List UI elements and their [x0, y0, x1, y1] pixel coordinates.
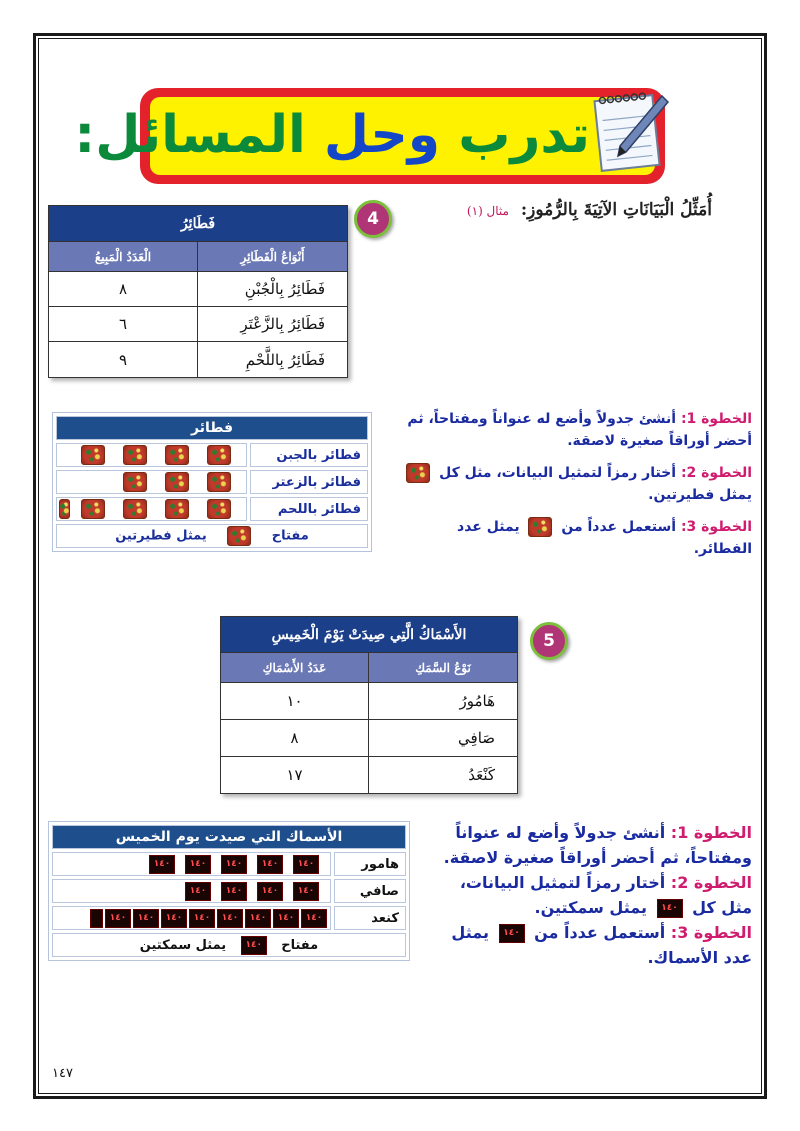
table-cell-name: هَامُورُ	[369, 683, 518, 720]
step-1	[440, 820, 752, 870]
pizza-icon	[165, 499, 189, 519]
pies-pictograph	[52, 412, 372, 552]
table-header: عَدَدُ الأَسْمَاكِ	[221, 653, 369, 683]
example-label: مثال (١)	[466, 204, 509, 218]
table-cell-name: صَافِي	[369, 720, 518, 757]
step-text: يمثل فطيرتين.	[648, 487, 752, 503]
pizza-icon	[227, 526, 251, 546]
step-label: الخطوة 2:	[680, 465, 752, 481]
fish-symbol-icon: ١٤٠	[105, 909, 131, 928]
table-header: أَنْوَاعُ الْفَطَائِرِ	[198, 242, 348, 272]
fish-symbol-icon: ١٤٠	[245, 909, 271, 928]
title-word-2: وحل	[323, 105, 441, 165]
table-cell-count: ١٠	[221, 683, 369, 720]
pizza-icon	[123, 499, 147, 519]
pictograph-key	[52, 933, 406, 957]
step-text: يمثل سمكتين.	[534, 898, 647, 917]
key-text: يمثل سمكتين	[139, 937, 227, 953]
pictograph-row	[52, 906, 406, 930]
notepad-pencil-icon	[592, 90, 670, 174]
pizza-icon	[165, 445, 189, 465]
fish-symbol-icon: ١٤٠	[241, 936, 267, 955]
step-2	[400, 462, 752, 506]
step-text: أستعمل عدداً من	[561, 519, 677, 535]
table-title: فَطَائِرُ	[49, 206, 348, 242]
steps-example-4	[400, 408, 752, 570]
pictograph-key-row	[52, 933, 406, 957]
example-heading-text: أُمَثِّلُ الْبَيَانَاتِ الآتِيَةَ بِالرُّمُوزِ:	[520, 200, 712, 220]
fish-symbol-icon: ١٤٠	[293, 882, 319, 901]
step-label: الخطوة 2:	[670, 873, 752, 892]
pictograph-row-label: صافي	[334, 879, 406, 903]
fish-symbol-icon: ١٤٠	[133, 909, 159, 928]
table-cell-count: ٩	[49, 342, 198, 378]
table-cell-count: ١٧	[221, 757, 369, 794]
page-title	[74, 97, 590, 175]
title-word-3: المسائل:	[74, 105, 306, 165]
fish-symbol-icon: ١٤٠	[301, 909, 327, 928]
table-header: نَوْعُ السَّمَكِ	[369, 653, 518, 683]
table-row	[221, 720, 518, 757]
pictograph-symbols	[52, 906, 331, 930]
pizza-icon	[528, 517, 552, 537]
pictograph-row	[52, 852, 406, 876]
pictograph-symbols	[52, 852, 331, 876]
fish-symbol-icon: ١٤٠	[161, 909, 187, 928]
page-number: ١٤٧	[52, 1066, 73, 1081]
pictograph-row-label: هامور	[334, 852, 406, 876]
pizza-icon	[165, 472, 189, 492]
fish-symbol-icon: ١٤٠	[657, 899, 683, 918]
fish-symbol-icon: ١٤٠	[189, 909, 215, 928]
title-word-1: تدرب	[458, 105, 590, 165]
step-1	[400, 408, 752, 452]
step-text: أنشئ جدولاً وأضع له عنواناً ومفتاحاً، ثم أحضر أوراقاً صغيرة لاصقة.	[443, 823, 752, 867]
step-label: الخطوة 3:	[670, 923, 752, 942]
key-label: مفتاح	[271, 528, 309, 544]
pictograph-symbols	[56, 470, 247, 494]
pictograph-row	[52, 879, 406, 903]
pizza-icon	[123, 472, 147, 492]
step-3	[400, 516, 752, 560]
pizza-icon	[406, 463, 430, 483]
fish-symbol-icon: ١٤٠	[273, 909, 299, 928]
pictograph-row-label: فطائر بالزعتر	[250, 470, 368, 494]
step-3	[440, 920, 752, 970]
step-text: يمثل عدد الفطائر.	[457, 519, 752, 557]
step-text: أنشئ جدولاً وأضع له عنواناً ومفتاحاً، ثم أحضر أوراقاً صغيرة لاصقة.	[407, 411, 752, 449]
step-text: أختار رمزاً لتمثيل البيانات، مثل كل	[459, 873, 752, 917]
pizza-icon	[207, 499, 231, 519]
step-2	[440, 870, 752, 920]
step-text: أختار رمزاً لتمثيل البيانات، مثل كل	[439, 465, 677, 481]
pies-data-table	[48, 205, 348, 378]
pizza-icon	[81, 445, 105, 465]
pictograph-title: الأسماك التي صيدت يوم الخميس	[52, 825, 406, 849]
table-cell-count: ٨	[221, 720, 369, 757]
table-row	[49, 342, 348, 378]
key-text: يمثل فطيرتين	[115, 528, 207, 544]
fish-data-table	[220, 616, 518, 794]
example-heading	[467, 200, 712, 220]
fish-symbol-icon: ١٤٠	[185, 882, 211, 901]
pizza-icon	[207, 445, 231, 465]
pictograph-row	[56, 497, 368, 521]
table-cell-name: كَنْعَدُ	[369, 757, 518, 794]
exercise-number-badge: 5	[530, 622, 568, 660]
fish-symbol-icon: ١٤٠	[217, 909, 243, 928]
pictograph-symbols	[56, 443, 247, 467]
fish-symbol-icon: ١٤٠	[257, 855, 283, 874]
table-row	[49, 307, 348, 342]
step-text: أستعمل عدداً من	[534, 923, 666, 942]
table-cell-name: فَطَائِرُ بِاللَّحْمِ	[198, 342, 348, 378]
key-label: مفتاح	[281, 937, 319, 953]
fish-symbol-icon: ١٤٠	[149, 855, 175, 874]
pictograph-row-label: فطائر باللحم	[250, 497, 368, 521]
table-cell-name: فَطَائِرُ بِالْجُبْنِ	[198, 272, 348, 307]
fish-symbol-icon: ١٤٠	[293, 855, 319, 874]
pictograph-symbols	[52, 879, 331, 903]
pictograph-symbols	[56, 497, 247, 521]
fish-symbol-icon: ١٤٠	[185, 855, 211, 874]
pizza-icon-half	[59, 499, 70, 519]
step-text: يمثل عدد الأسماك.	[451, 923, 752, 967]
table-cell-count: ٦	[49, 307, 198, 342]
table-title: الأَسْمَاكُ الَّتِي صِيدَتْ يَوْمَ الْخَمِيسِ	[221, 617, 518, 653]
table-row	[221, 683, 518, 720]
pizza-icon	[81, 499, 105, 519]
fish-symbol-icon: ١٤٠	[257, 882, 283, 901]
step-label: الخطوة 1:	[680, 411, 752, 427]
table-row	[221, 757, 518, 794]
table-header: الْعَدَدُ الْمَبِيعُ	[49, 242, 198, 272]
pizza-icon	[207, 472, 231, 492]
pictograph-row-label: كنعد	[334, 906, 406, 930]
pictograph-key	[56, 524, 368, 548]
fish-symbol-icon-half	[90, 909, 103, 928]
pictograph-row	[56, 470, 368, 494]
fish-symbol-icon: ١٤٠	[221, 882, 247, 901]
pictograph-title: فطائر	[56, 416, 368, 440]
pictograph-row	[56, 443, 368, 467]
exercise-number-badge: 4	[354, 200, 392, 238]
fish-pictograph	[48, 821, 410, 961]
pizza-icon	[123, 445, 147, 465]
step-label: الخطوة 3:	[680, 519, 752, 535]
table-cell-count: ٨	[49, 272, 198, 307]
steps-example-5	[440, 820, 752, 970]
step-label: الخطوة 1:	[670, 823, 752, 842]
table-cell-name: فَطَائِرُ بِالزَّعْتَرِ	[198, 307, 348, 342]
table-row	[49, 272, 348, 307]
fish-symbol-icon: ١٤٠	[499, 924, 525, 943]
fish-symbol-icon: ١٤٠	[221, 855, 247, 874]
pictograph-row-label: فطائر بالجبن	[250, 443, 368, 467]
pictograph-key-row	[56, 524, 368, 548]
